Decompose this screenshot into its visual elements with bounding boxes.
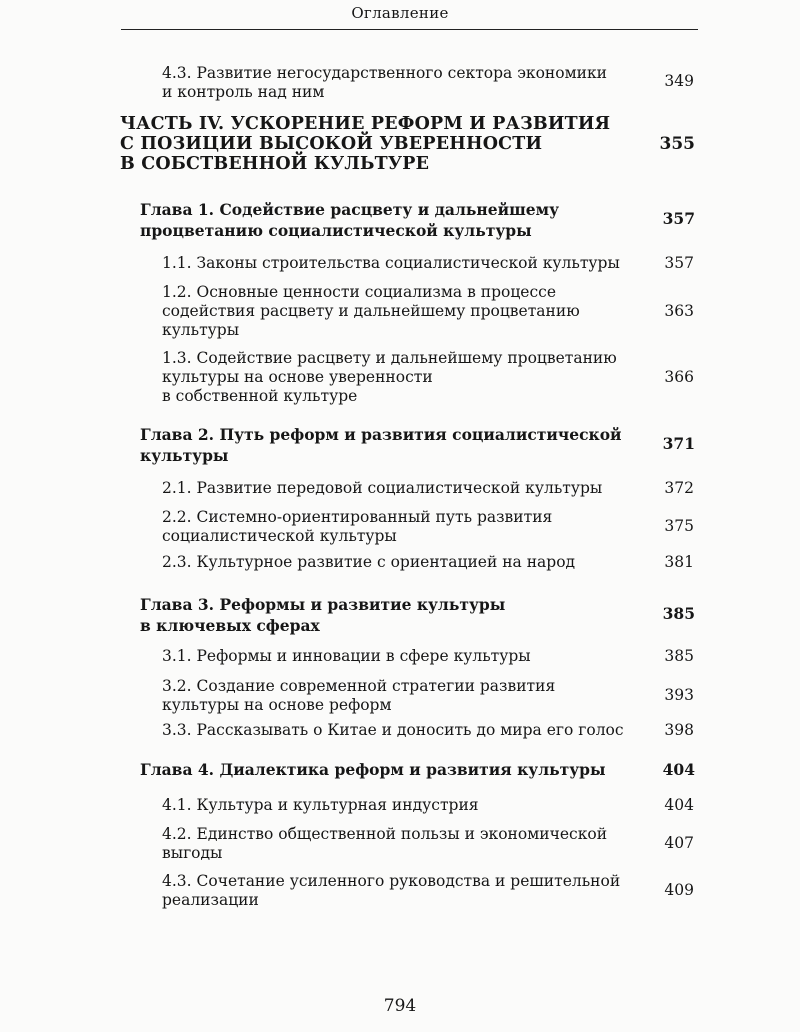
toc-entry-page: 404 [664,796,694,814]
toc-entry-page: 375 [664,517,694,535]
toc-entry-title-line: в ключевых сферах [140,616,320,635]
toc-entry-title [162,283,580,340]
toc-entry-title [140,759,606,780]
toc-entry-title-line: 1.1. Законы строительства социалистической культуры [162,254,620,272]
toc-entry-title [162,553,575,572]
toc-entry-title-line: выгоды [162,844,223,862]
toc-entry-title [140,424,622,466]
toc-entry-title [140,199,559,241]
toc-entry-title-line: процветанию социалистической культуры [140,221,532,240]
toc-entry-page: 407 [664,834,694,852]
toc-entry-title-line: С ПОЗИЦИИ ВЫСОКОЙ УВЕРЕННОСТИ [120,134,543,154]
toc-entry-title-line: культуры [162,321,240,339]
toc-entry-page: 409 [664,881,694,899]
toc-entry-page: 363 [664,302,694,320]
toc-entry-title-line: 3.3. Рассказывать о Китае и доносить до мира его голос [162,721,624,739]
toc-entry-page: 404 [662,760,695,779]
toc-entry-title [162,349,617,406]
toc-entry-page: 385 [664,647,694,665]
toc-entry-page: 366 [664,368,694,386]
toc-entry-page: 357 [662,209,695,228]
page-number: 794 [383,996,417,1016]
toc-entry-page: 398 [664,721,694,739]
toc-entry-title-line: в собственной культуре [162,387,358,405]
toc-entry-title-line: 3.1. Реформы и инновации в сфере культуры [162,647,531,665]
toc-entry-page: 385 [662,604,695,623]
toc-entry-title-line: Глава 2. Путь реформ и развития социалистической [140,425,622,444]
toc-entry-title [162,647,531,666]
toc-entry-title-line: реализации [162,891,259,909]
toc-entry-title-line: и контроль над ним [162,83,325,101]
toc-entry-title-line: культуры на основе уверенности [162,368,433,386]
toc-entry-title [162,508,552,546]
toc-entry-title-line: культуры на основе реформ [162,696,392,714]
toc-entry-title [162,796,479,815]
toc-entry-title [162,479,602,498]
toc-entry-page: 372 [664,479,694,497]
toc-entry-title-line: В СОБСТВЕННОЙ КУЛЬТУРЕ [120,154,430,174]
toc-entry-title-line: социалистической культуры [162,527,397,545]
toc-entry-title-line: 2.2. Системно-ориентированный путь развития [162,508,553,526]
toc-entry-title-line: 4.3. Сочетание усиленного руководства и решительной [162,872,621,890]
toc-entry-title-line: 3.2. Создание современной стратегии развития [162,677,556,695]
toc-entry-page: 357 [664,254,694,272]
toc-entry-title-line: Глава 3. Реформы и развитие культуры [140,595,506,614]
toc-entry-page: 381 [664,553,694,571]
toc-entry-title-line: 4.3. Развитие негосударственного сектора экономики [162,64,607,82]
running-head: Оглавление [351,4,449,22]
toc-entry-title-line: ЧАСТЬ IV. УСКОРЕНИЕ РЕФОРМ И РАЗВИТИЯ [120,114,611,134]
toc-entry-title-line: содействия расцвету и дальнейшему процветанию [162,302,580,320]
toc-entry-title [162,254,620,273]
toc-entry-title-line: 4.2. Единство общественной пользы и экономической [162,825,608,843]
toc-entry-page: 393 [664,686,694,704]
toc-entry-title-line: 4.1. Культура и культурная индустрия [162,796,479,814]
toc-entry-title [162,64,607,102]
toc-entry-page: 355 [659,134,695,154]
toc-entry-title [162,721,624,740]
toc-entry-title [162,825,607,863]
toc-entry-title-line: Глава 1. Содействие расцвету и дальнейшему [140,200,560,219]
toc-entry-title-line: культуры [140,446,229,465]
toc-entry-title-line: Глава 4. Диалектика реформ и развития культуры [140,760,606,779]
toc-entry-title [120,114,610,174]
toc-entry-title [140,594,505,636]
toc-entry-title-line: 1.2. Основные ценности социализма в процессе [162,283,557,301]
toc-entry-title-line: 1.3. Содействие расцвету и дальнейшему процветанию [162,349,617,367]
toc-entry-page: 349 [664,72,694,90]
toc-entry-title-line: 2.1. Развитие передовой социалистической культуры [162,479,603,497]
toc-entry-page: 371 [662,434,695,453]
toc-entry-title [162,872,620,910]
toc-entry-title [162,677,555,715]
toc-entry-title-line: 2.3. Культурное развитие с ориентацией на народ [162,553,576,571]
